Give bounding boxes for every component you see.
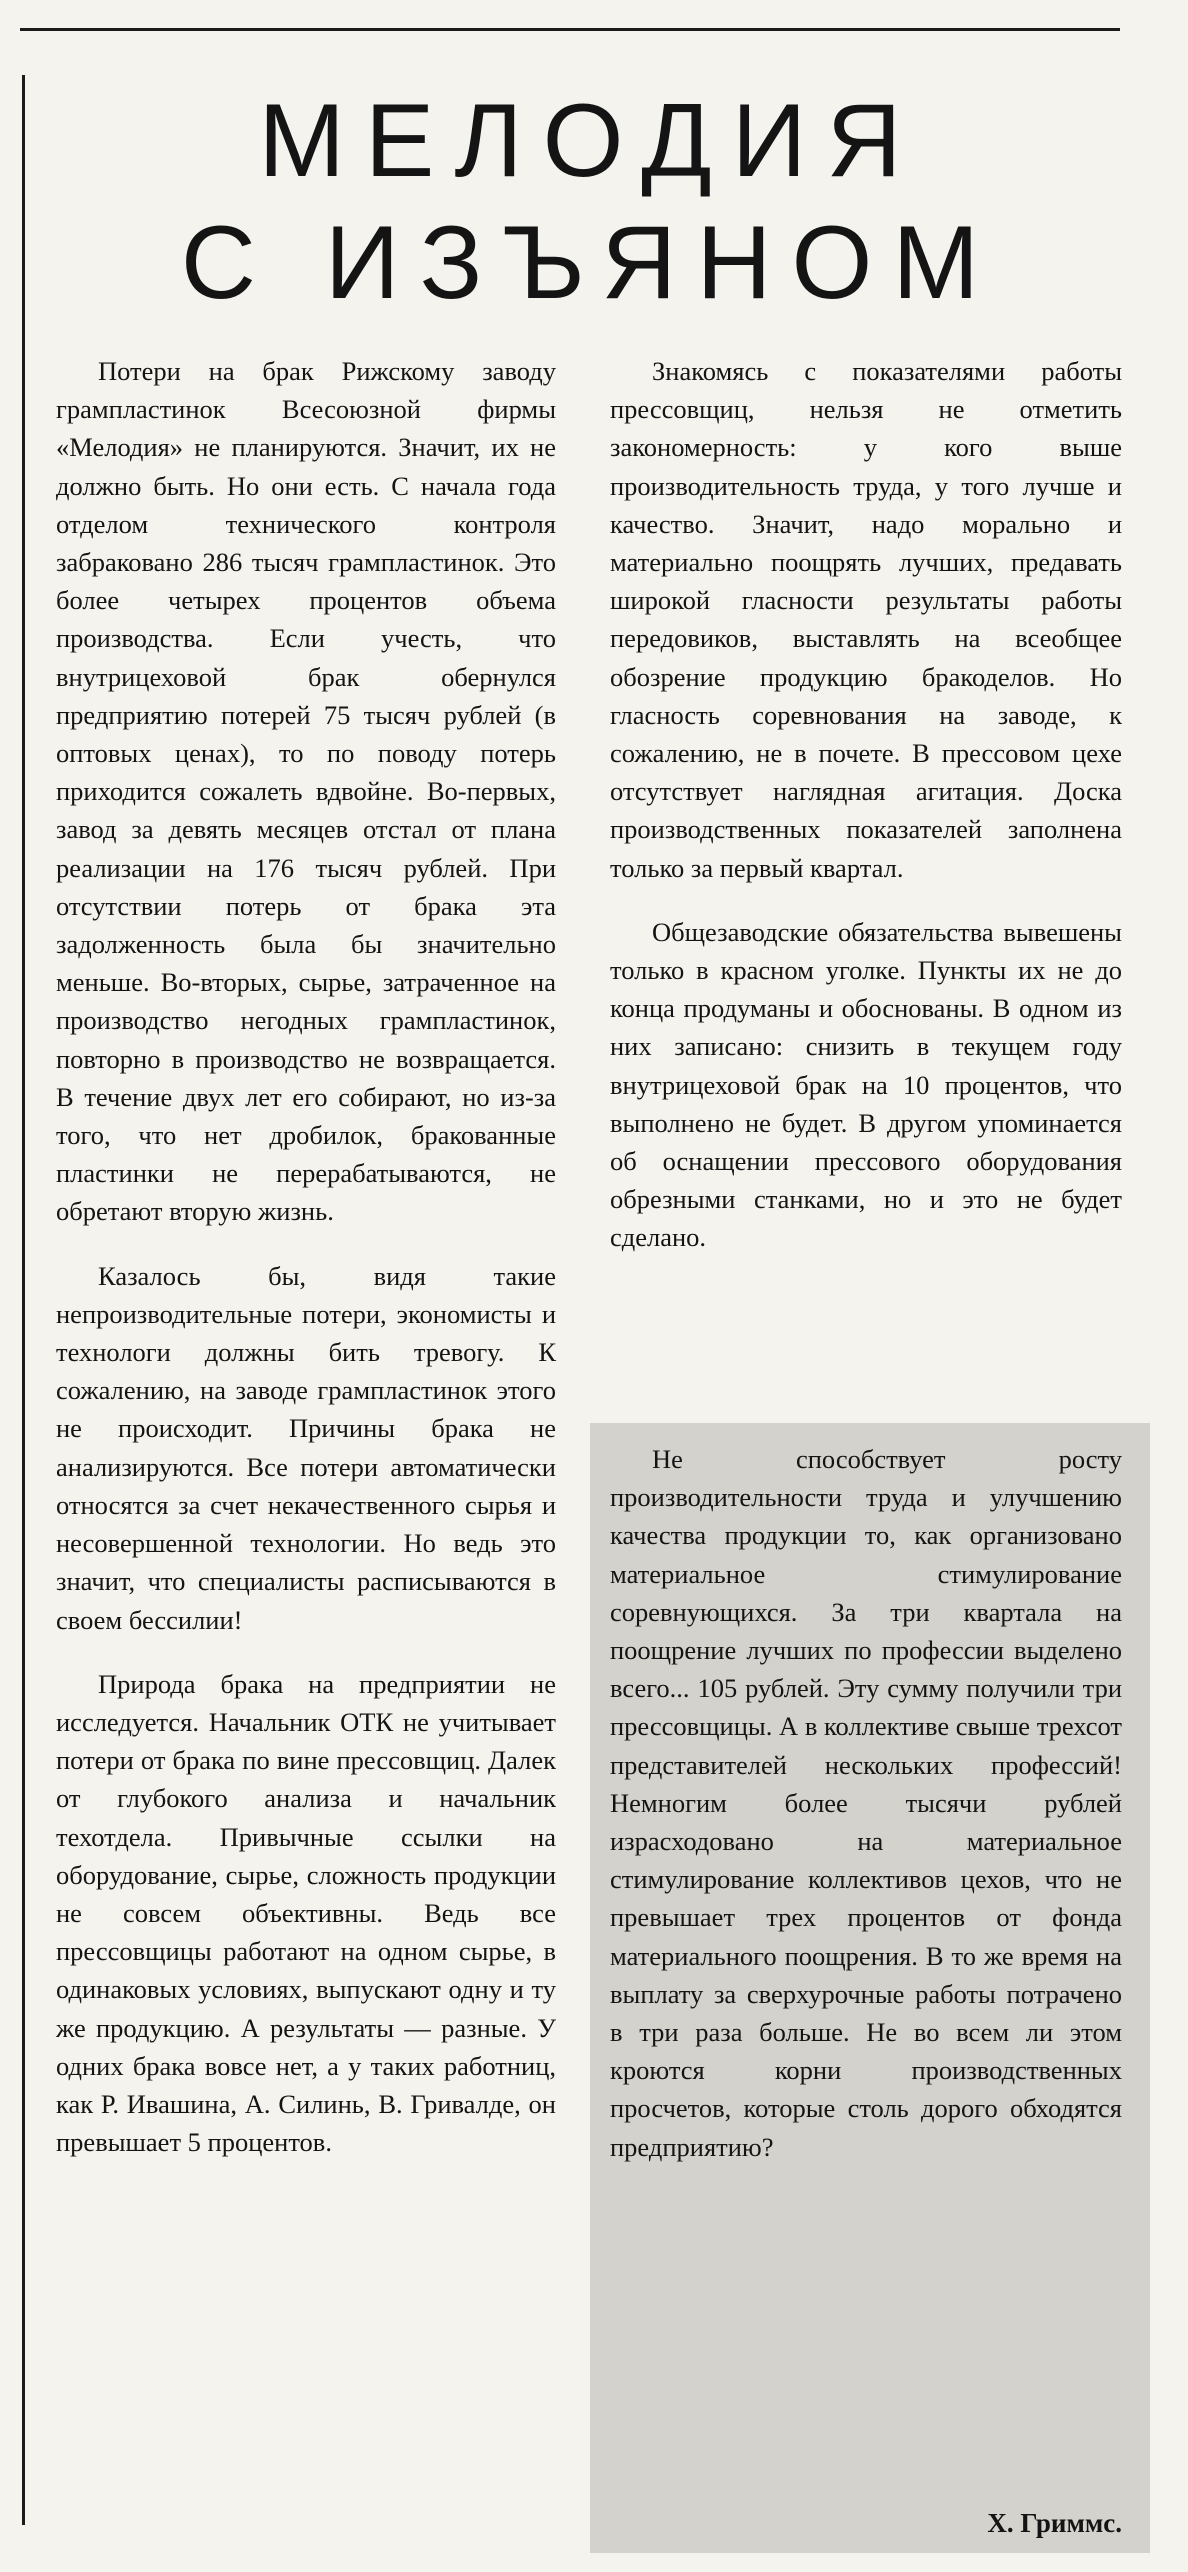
paragraph: Природа брака на предприятии не исследуется. Начальник ОТК не учитывает потери от брака по вине прессовщиц. Далек от глубокого анализа и начальник техотдела. Привычные ссылки на оборудование, сырье, сложность продукции не совсем объективны. Ведь все прессовщицы работают на одном сырье, в одинаковых условиях, выпускают одну и ту же продукцию. А результаты — разные. У одних брака вовсе нет, а у таких работниц, как Р. Ивашина, А. Силинь, В. Гривалде, он превышает 5 процентов. [56, 1668, 556, 2158]
headline-line-1: МЕЛОДИЯ [258, 83, 922, 199]
shaded-paragraph-block [610, 1440, 1122, 2166]
shaded-paragraph: Не способствует росту производительности труда и улучшению качества продукции то, как организовано материальное стимулирование соревнующихся. За три квартала на поощрение лучших по профессии выделено всего... 105 рублей. Эту сумму получили три прессовщицы. А в коллективе свыше трехсот представителей нескольких профессий! Немногим более тысячи рублей израсходовано на материальное стимулирование коллективов цехов, что не превышает трех процентов от фонда материального поощрения. В то же время на выплату за сверхурочные работы потрачено в три раза больше. Не во всем ли этом кроются корни производственных просчетов, которые столь дорого обходятся предприятию? [610, 1444, 1122, 2162]
article-headline [60, 80, 1120, 324]
left-column [56, 352, 556, 2187]
paragraph: Общезаводские обязательства вывешены только в красном уголке. Пункты их не до конца продуманы и обоснованы. В одном из них записано: снизить в текущем году внутрицеховой брак на 10 процентов, что выполнено не будет. В другом упоминается об оснащении прессового оборудования обрезными станками, но и это не будет сделано. [610, 916, 1122, 1253]
paragraph: Потери на брак Рижскому заводу грампластинок Всесоюзной фирмы «Мелодия» не планируются. Значит, их не должно быть. Но они есть. С начала года отделом технического контроля забраковано 286 тысяч грампластинок. Это более четырех процентов объема производства. Если учесть, что внутрицеховой брак обернулся предприятию потерей 75 тысяч рублей (в оптовых ценах), то по поводу потерь приходится сожалеть вдвойне. Во-первых, завод за девять месяцев отстал от плана реализации на 176 тысяч рублей. При отсутствии потерь от брака эта задолженность была бы значительно меньше. Во-вторых, сырье, затраченное на производство негодных грампластинок, повторно в производство не возвращается. В течение двух лет его собирают, но из-за того, что нет дробилок, бракованные пластинки не перерабатываются, не обретают вторую жизнь. [56, 356, 556, 1227]
paragraph: Казалось бы, видя такие непроизводительные потери, экономисты и технологи должны бить тревогу. К сожалению, на заводе грампластинок этого не происходит. Причины брака не анализируются. Все потери автоматически относятся за счет некачественного сырья и несовершенной технологии. Но ведь это значит, что специалисты расписываются в своем бессилии! [56, 1260, 556, 1635]
author-signature: Х. Гриммс. [987, 2508, 1122, 2538]
left-rule [22, 75, 25, 2525]
headline-line-2: С ИЗЪЯНОМ [180, 205, 1000, 321]
paragraph: Знакомясь с показателями работы прессовщиц, нельзя не отметить закономерность: у кого выше производительность труда, у того лучше и качество. Значит, надо морально и материально поощрять лучших, предавать широкой гласности результаты работы передовиков, выставлять на всеобщее обозрение продукцию бракоделов. Но гласность соревнования на заводе, к сожалению, не в почете. В прессовом цехе отсутствует наглядная агитация. Доска производственных показателей заполнена только за первый квартал. [610, 356, 1122, 883]
right-column [610, 352, 1122, 1283]
top-rule [20, 28, 1120, 31]
